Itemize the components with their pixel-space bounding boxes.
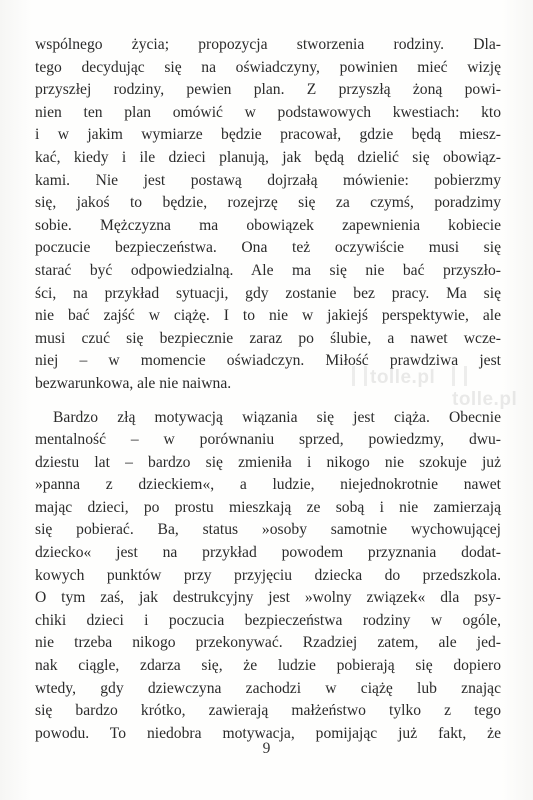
text-line: Bardzo złą motywacją wiązania się jest ciąża. Obecnie [53,408,501,426]
text-line: chiki dzieci i poczucia bezpieczeństwa rodziny w ogóle, [35,611,501,629]
text-line: wspólnego życia; propozycja stworzenia rodziny. Dla- [35,36,501,53]
text-line: kowych punktów przy przyjęciu dziecka do przedszkola. [35,566,501,584]
watermark-logo: tolle.pl [452,366,533,411]
text-line: nie trzeba nikogo przekonywać. Rzadziej zatem, ale jed- [35,634,501,652]
text-line: nak ciągle, zdarza się, że ludzie pobierają się dopiero [35,657,501,675]
text-line: O tym zaś, jak destrukcyjny jest »wolny związek« dla psy- [35,589,501,607]
text-line: nie bać zajść w ciążę. I to nie w jakiejś perspektywie, ale [35,307,501,325]
text-line: dziestu lat – bardzo się zmieniła i nikogo nie szokuje już [35,453,501,471]
text-line: bezwarunkowa, ale nie naiwna. [35,374,232,392]
paragraph-2 [35,407,501,746]
text-line: niej – w momencie oświadczyn. Miłość prawdziwa jest [35,352,501,370]
text-line: się, jakoś to będzie, rozejrzę się za czymś, poradzimy [35,194,501,212]
text-line: tego decydując się na oświadczyny, powinien mieć wizję [35,58,501,76]
text-line: i w jakim wymiarze będzie pracował, gdzie będą miesz- [35,126,501,144]
text-line: musi czuć się bezpiecznie zaraz po ślubie, a nawet wcze- [35,329,501,347]
text-line: mentalność – w porównaniu sprzed, powiedzmy, dwu- [35,431,501,449]
text-line: poczucie bezpieczeństwa. Ona też oczywiście musi się [35,239,501,257]
text-line: powodu. To niedobra motywacja, pomijając już fakt, że [35,724,501,742]
text-line: mając dzieci, po prostu mieszkają ze sobą i nie zamierzają [35,498,501,516]
text-line: przyszłej rodziny, pewien plan. Z przyszłą żoną powi- [35,81,501,99]
page-number: 9 [262,740,271,757]
text-line: kać, kiedy i ile dzieci planują, jak będą dzielić się obowiąz- [35,148,501,166]
text-line: się bardzo krótko, zawierają małżeństwo tylko z tego [35,702,501,720]
text-line: nien ten plan omówić w podstawowych kwestiach: kto [35,103,501,121]
paragraph-1 [35,34,501,396]
text-line: starać być odpowiedzialną. Ale ma się nie bać przyszło- [35,261,501,279]
watermark-logo: tolle.pl [352,366,435,389]
text-line: dziecko« jest na przykład powodem przyznania dodat- [35,544,501,562]
text-line: wtedy, gdy dziewczyna zachodzi w ciążę lub znając [35,679,501,697]
body-text [35,34,501,745]
text-line: »panna z dzieckiem«, a ludzie, niejednokrotnie nawet [35,476,501,494]
text-line: się pobierać. Ba, status »osoby samotnie wychowującej [35,521,501,539]
text-line: kami. Nie jest postawą dojrzałą mówienie: pobierzmy [35,171,501,189]
text-line: ści, na przykład sytuacji, gdy zostanie bez pracy. Ma się [35,284,501,302]
text-line: sobie. Mężczyzna ma obowiązek zapewnienia kobiecie [35,216,501,234]
